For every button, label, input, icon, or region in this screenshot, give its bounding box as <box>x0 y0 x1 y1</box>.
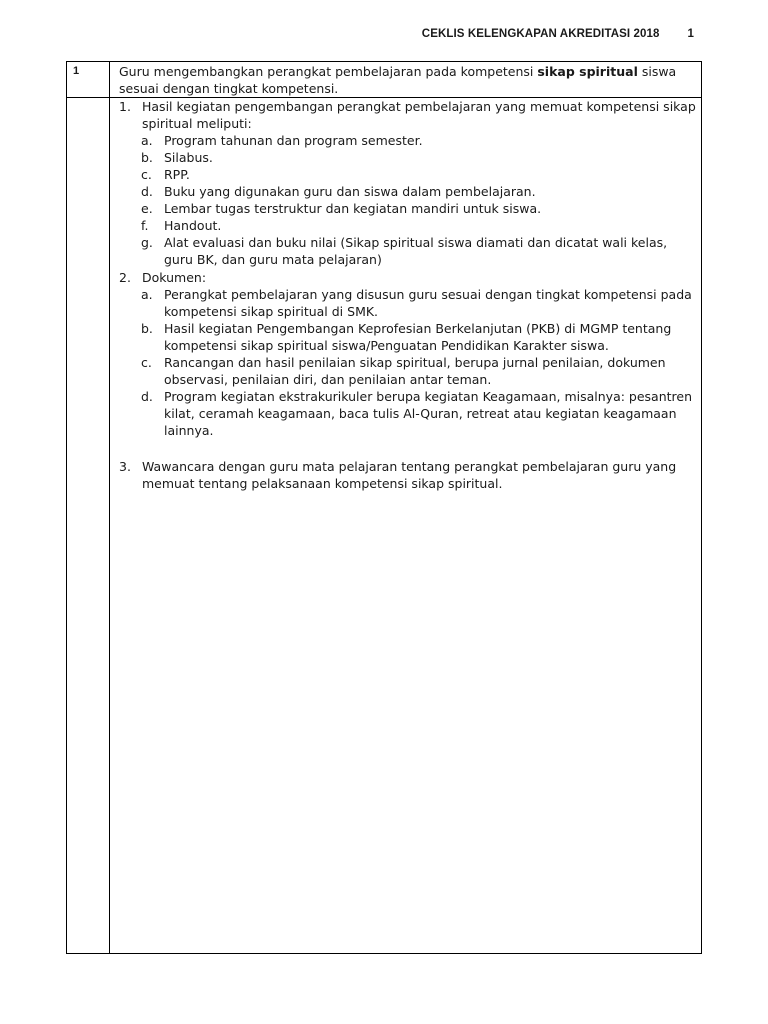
sub-item: a. Perangkat pembelajaran yang disusun guru sesuai dengan tingkat kompetensi pada kompetensi sikap spiritual di SMK. <box>141 287 692 319</box>
row-content <box>119 63 697 492</box>
sub-item: g. Alat evaluasi dan buku nilai (Sikap spiritual siswa diamati dan dicatat wali kelas, guru BK, dan guru mata pelajaran) <box>141 235 668 267</box>
sub-item: d. Buku yang digunakan guru dan siswa dalam pembelajaran. <box>141 184 536 199</box>
section-2 <box>119 269 697 439</box>
page-number: 1 <box>687 28 694 40</box>
row-number: 1 <box>73 65 80 77</box>
sub-item: c. RPP. <box>141 167 190 182</box>
sub-item: c. Rancangan dan hasil penilaian sikap spiritual, berupa jurnal penilaian, dokumen observasi, penilaian diri, dan penilaian antar teman. <box>141 355 666 387</box>
criterion-bold: sikap spiritual <box>537 64 638 79</box>
page-header <box>422 28 694 40</box>
criterion-text: Guru mengembangkan perangkat pembelajaran pada kompetensi sikap spiritual siswa sesuai dengan tingkat kompetensi. <box>119 64 677 96</box>
list-item: 3. Wawancara dengan guru mata pelajaran tentang perangkat pembelajaran guru yang memuat tentang pelaksanaan kompetensi sikap spiritual. <box>119 459 677 491</box>
sub-item: a. Program tahunan dan program semester. <box>141 133 423 148</box>
list-item: 1. Hasil kegiatan pengembangan perangkat pembelajaran yang memuat kompetensi sikap spiritual meliputi: <box>119 99 696 131</box>
spacer <box>119 439 697 457</box>
section-3 <box>119 458 697 492</box>
checklist-table <box>66 61 702 954</box>
column-divider <box>109 62 110 953</box>
section-1 <box>119 98 697 268</box>
list-item: 2. Dokumen: <box>119 270 207 285</box>
sub-item: b. Silabus. <box>141 150 213 165</box>
sub-item: f. Handout. <box>141 218 222 233</box>
sub-item: b. Hasil kegiatan Pengembangan Keprofesian Berkelanjutan (PKB) di MGMP tentang kompetensi sikap spiritual siswa/Penguatan Pendidikan Karakter siswa. <box>141 321 672 353</box>
document-title: CEKLIS KELENGKAPAN AKREDITASI 2018 <box>421 28 660 40</box>
sub-item: d. Program kegiatan ekstrakurikuler berupa kegiatan Keagamaan, misalnya: pesantren kilat, ceramah keagamaan, baca tulis Al-Quran, retreat atau kegiatan keagamaan lainnya. <box>141 389 693 438</box>
sub-item: e. Lembar tugas terstruktur dan kegiatan mandiri untuk siswa. <box>141 201 542 216</box>
